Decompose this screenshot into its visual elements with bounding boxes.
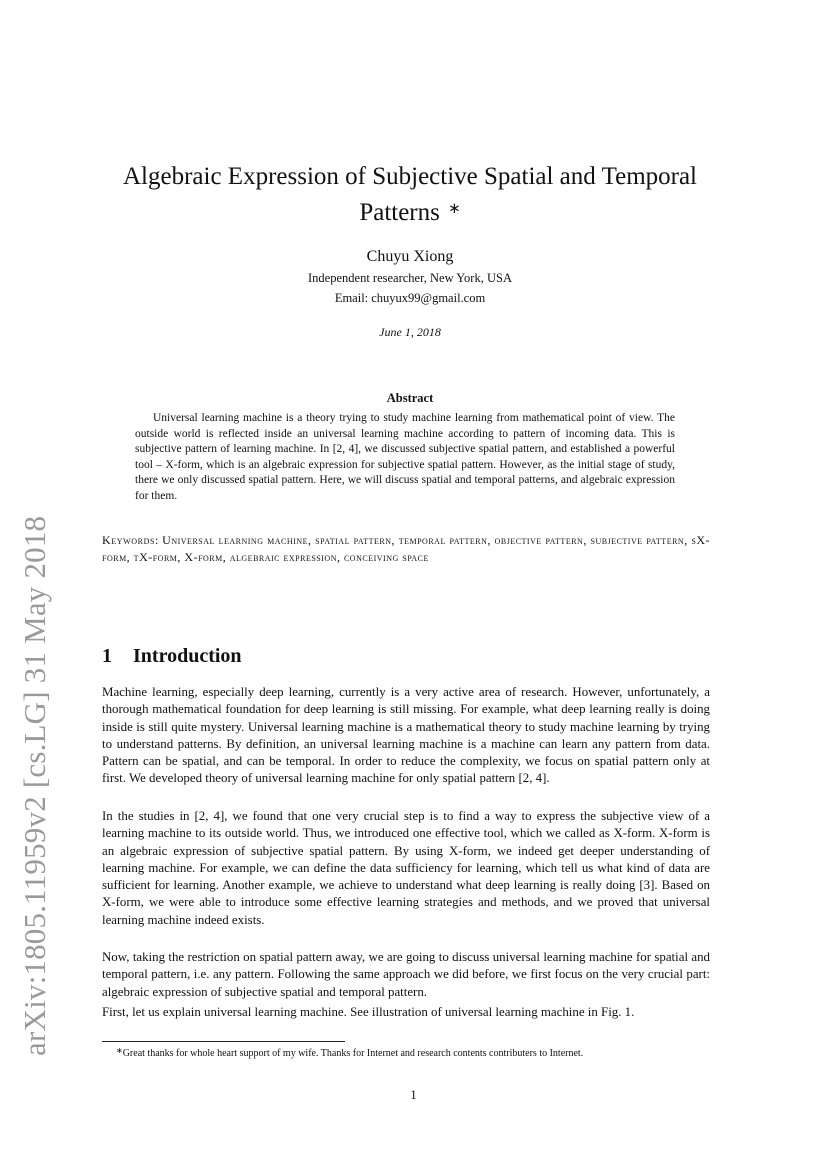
section-number: 1: [102, 645, 112, 667]
section-title: Introduction: [133, 645, 242, 667]
paper-title: [110, 160, 710, 229]
publication-date: June 1, 2018: [379, 325, 441, 339]
footnote-text: Great thanks for whole heart support of my wife. Thanks for Internet and research contents contributers to Internet.: [122, 1048, 584, 1059]
paragraph-4: First, let us explain universal learning machine. See illustration of universal learning machine in Fig. 1.: [102, 1005, 635, 1019]
paragraph-1: Machine learning, especially deep learning, currently is a very active area of research. However, unfortunately, a thorough mathematical foundation for deep learning is still missing. For example, what deep learning really is doing inside is still quite mystery. Universal learning machine is a mathematical theory to study machine learning by trying to understand patterns. By definition, an universal learning machine is a machine can learn any pattern from data. Pattern can be spatial, and can be temporal. In order to reduce the complexity, we focus on spatial pattern only at first. We developed theory of universal learning machine for only spatial pattern [2, 4].: [102, 685, 710, 786]
page-number: 1: [410, 1087, 417, 1102]
title-footnote-mark: ∗: [448, 201, 461, 217]
arxiv-identifier: arXiv:1805.11959v2 [cs.LG] 31 May 2018: [17, 515, 52, 1056]
paragraph-3: Now, taking the restriction on spatial pattern away, we are going to discuss universal learning machine for spatial and temporal pattern, i.e. any pattern. Following the same approach we did before, we first focus on the very crucial part: algebraic expression of subjective spatial and temporal pattern.: [102, 950, 710, 999]
keywords-list: Universal learning machine, spatial pattern, temporal pattern, objective pattern, subjective pattern, sX-form, tX-form, X-form, algebraic expression, conceiving space: [102, 533, 710, 564]
author-block: [110, 246, 710, 308]
title-line-1: Algebraic Expression of Subjective Spatial and Temporal: [122, 163, 698, 190]
title-line-2: Patterns: [359, 199, 440, 226]
footnote-mark: ∗: [116, 1046, 123, 1055]
footnote: [102, 1044, 722, 1061]
author-affiliation: Independent researcher, New York, USA: [308, 271, 512, 285]
keywords: [102, 532, 710, 566]
author-name: Chuyu Xiong: [366, 248, 454, 265]
footnote-divider: [102, 1041, 345, 1042]
section-heading: [102, 642, 242, 670]
abstract-text: Universal learning machine is a theory trying to study machine learning from mathematical point of view. The outside world is reflected inside an universal learning machine according to pattern of incoming data. This is subjective pattern of learning machine. In [2, 4], we discussed subjective spatial pattern, and established a powerful tool – X-form, which is an algebraic expression for subjective spatial pattern. However, as the initial stage of study, there we only discussed spatial pattern. Here, we will discuss spatial and temporal patterns, and algebraic expression for them.: [135, 412, 675, 502]
paragraph-2: In the studies in [2, 4], we found that one very crucial step is to find a way to express the subjective view of a learning machine to its outside world. Thus, we introduced one effective tool, which we called as X-form. X-form is an algebraic expression of subjective spatial pattern. By using X-form, we indeed get deeper understanding of learning machine. For example, we can define the data sufficiency for learning, which tell us what kind of data are sufficient for learning. Another example, we achieve to understand what deep learning is really doing [3]. Based on X-form, we were able to introduce some effective learning strategies and methods, and we proved that universal learning machine indeed exists.: [102, 809, 710, 927]
abstract-heading: Abstract: [386, 391, 434, 405]
author-email: Email: chuyux99@gmail.com: [334, 291, 486, 305]
keywords-label: Keywords:: [102, 533, 159, 547]
